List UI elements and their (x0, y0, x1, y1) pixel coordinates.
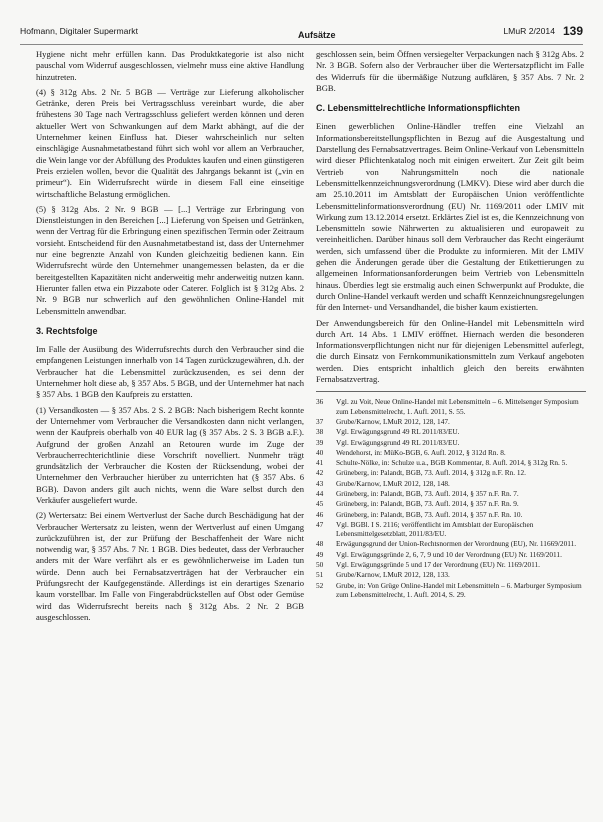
footnote-text: Vgl. Erwägungsgrund 49 RL 2011/83/EU. (336, 427, 460, 437)
footnote-text: Grüneberg, in: Palandt, BGB, 73. Aufl. 2014, § 357 n.F. Rn. 7. (336, 488, 519, 498)
footnote-number: 43 (316, 478, 324, 488)
footnote (316, 510, 584, 519)
footnote-number: 36 (316, 397, 324, 407)
footnote (316, 520, 584, 539)
paragraph: Einen gewerblichen Online-Händler treffen eine Vielzahl an Informationsbereitstellungspflichten in Bezug auf die Ausgestaltung und Darstellung des Fernabsatzvertrages. Beim Online-Verkauf von Lebensmitteln wird dieser Pflichtenkatalog noch mit einigen erweitert. Zur Zeit gilt beim Vertrieb von Nahrungsmitteln noch die nationale Lebensmittelkennzeichnungsverordnung (LMKV). Diese wird aber durch die am 25.10.2011 im Amtsblatt der Europäischen Union veröffentlichte Lebensmittelinformationsverordnung (EU) Nr. 1169/2011 oder LMIV mit Wirkung zum 13.12.2014 ersetzt. Erklärtes Ziel ist es, die Kennzeichnung von Lebensmitteln sowie Nährwerten zu aktualisieren und europaweit zu vereinheitlichen. Darüber hinaus soll dem Verbraucher das Recht eingeräumt werden, sich umfassend über die Produkte zu informieren. Mit der LMIV gehen die Änderungen gerade über die Gestaltung der Etikettierungen zu allgemeinen Informationsanforderungen beim Vertrieb von Lebensmitteln hinaus. Überdies legt sie erstmalig auch einen Schwerpunkt auf Produkte, die durch Online-Handel verkauft werden und schafft Kennzeichnungsregelungen für den Internet- und Versandhandel, die bisher kaum existierten. (316, 121, 584, 313)
footnote-text: Vgl. Erwägungsgründe 5 und 17 der Verordnung (EU) Nr. 1169/2011. (336, 560, 541, 570)
section-heading: 3. Rechtsfolge (36, 325, 98, 336)
footnote-text: Wendehorst, in: MüKo-BGB, 6. Aufl. 2012, § 312d Rn. 8. (336, 447, 506, 457)
footnote-number: 39 (316, 437, 324, 447)
footnote (316, 489, 584, 498)
footnote-number: 37 (316, 416, 324, 426)
footnote (316, 397, 584, 416)
paragraph: Hygiene nicht mehr erfüllen kann. Das Produktkategorie ist also nicht pauschal vom Widerruf ausgeschlossen, vielmehr muss eine aktive Handlung hinzutreten. (36, 49, 304, 82)
footnote-text: Grube/Karnow, LMuR 2012, 128, 147. (336, 416, 450, 426)
footnote-number: 51 (316, 570, 324, 580)
footnote (316, 550, 584, 559)
footnote-number: 52 (316, 580, 324, 590)
footnote-number: 40 (316, 447, 324, 457)
footnote-text: Erwägungsgrund der Union-Rechtsnormen der Verordnung (EU), Nr. 11669/2011. (336, 539, 577, 549)
footnote (316, 438, 584, 447)
footnote-text: Grube/Karnow, LMuR 2012, 128, 133. (336, 570, 450, 580)
header-section: Aufsätze (298, 30, 336, 40)
footnote-number: 50 (316, 560, 324, 570)
footnote (316, 468, 584, 477)
footnote-separator (316, 391, 586, 392)
footnote-number: 49 (316, 549, 324, 559)
footnote (316, 560, 584, 569)
paragraph: (5) § 312g Abs. 2 Nr. 9 BGB — [...] Verträge zur Erbringung von Dienstleistungen in den Bereichen [...] Lieferung von Speisen und Getränken, wenn der Vertrag für die Erbringung einen spezifischen Termin oder Zeitraum vorsieht. Entscheidend für den Ausnahmetatbestand ist, dass der Unternehmer nur eine begrenzte Anzahl von Kunden gleichzeitig bedienen kann. Ein Widerrufsrecht würde den Unternehmer unangemessen belasten, da er die bereitgestellten Kapazitäten nicht anderweitig mehr anderweitig nutzen kann. Hierunter fallen etwa ein Pizzabote oder Caterer. Folglich ist § 312g Abs. 2 Nr. 9 BGB nur schwerlich auf den gewöhnlichen Online-Handel mit Lebensmitteln anwendbar. (36, 203, 304, 316)
footnote-list (316, 397, 584, 599)
footnote-number: 44 (316, 488, 324, 498)
header-journal: LMuR 2/2014 (503, 26, 555, 36)
footnote-text: Schulte-Nölke, in: Schulze u.a., BGB Kommentar, 8. Aufl. 2014, § 312g Rn. 5. (336, 458, 568, 468)
header-page-number: 139 (562, 24, 583, 38)
footnote-number: 38 (316, 427, 324, 437)
paragraph: Im Falle der Ausübung des Widerrufsrechts durch den Verbraucher sind die empfangenen Leistungen innerhalb von 14 Tagen zurückzugewähren, d.h. der Verbraucher hat die Lebensmittel zurückzusenden, es sei denn der Unternehmer holt diese ab, § 357 Abs. 5 BGB, und der Unternehmer hat nach § 357 Abs. 1 BGB den Kaufpreis zu erstatten. (36, 344, 304, 400)
footnote (316, 448, 584, 457)
footnote-text: Grüneberg, in: Palandt, BGB, 73. Aufl. 2014, § 357 n.F. Rn. 9. (336, 499, 519, 509)
footnote-text: Grube/Karnow, LMuR 2012, 128, 148. (336, 478, 450, 488)
footnote (316, 427, 584, 436)
footnote-text: Grüneberg, in: Palandt, BGB, 73. Aufl. 2014, § 312g n.F. Rn. 12. (336, 468, 527, 478)
right-column (316, 49, 584, 600)
footnote-text: Grüneberg, in: Palandt, BGB, 73. Aufl. 2014, § 357 n.F. Rn. 10. (336, 509, 523, 519)
paragraph: geschlossen sein, beim Öffnen versiegelter Verpackungen nach § 312g Abs. 2 Nr. 3 BGB. Sofern also der Verbraucher über die Wertersatzpflicht im Falle des Widerrufs für die übermäßige Nutzung aufklären, § 357 Abs. 7 Nr. 2 BGB. (316, 49, 584, 93)
header-rule (20, 44, 583, 45)
footnote (316, 581, 584, 600)
footnote (316, 417, 584, 426)
footnote (316, 458, 584, 467)
footnote-text: Grube, in: Von Grüge Online-Handel mit Lebensmitteln – 6. Marburger Symposium zum Lebensmittelrecht, 1. Aufl. 2014, S. 29. (336, 580, 582, 599)
footnote-number: 48 (316, 539, 324, 549)
footnote-number: 42 (316, 468, 324, 478)
footnote (316, 499, 584, 508)
section-heading: C. Lebensmittelrechtliche Informationspflichten (316, 103, 521, 114)
page-header (20, 26, 583, 40)
footnote-number: 46 (316, 509, 324, 519)
header-author-title: Hofmann, Digitaler Supermarkt (20, 26, 138, 36)
footnote-number: 45 (316, 499, 324, 509)
footnote-text: Vgl. Erwägungsgrund 49 RL 2011/83/EU. (336, 437, 460, 447)
footnote-text: Vgl. zu Voit, Neue Online-Handel mit Lebensmitteln – 6. Mittelsenger Symposium zum Lebensmittelrecht, 1. Aufl. 2011, S. 55. (336, 397, 579, 416)
footnote-text: Vgl. Erwägungsgründe 2, 6, 7, 9 und 10 der Verordnung (EU) Nr. 1169/2011. (336, 549, 562, 559)
footnote (316, 539, 584, 548)
left-column (36, 49, 304, 627)
footnote-number: 47 (316, 519, 324, 529)
paragraph: (4) § 312g Abs. 2 Nr. 5 BGB — Verträge zur Lieferung alkoholischer Getränke, deren Preis bei Vertragsschluss vereinbart wurde, die aber frühestens 30 Tage nach Vertragsschluss geliefert werden können und deren aktueller Wert von Schwankungen auf dem Markt abhängt, auf die der Unternehmer keinen Einfluss hat. Dieser wahrscheinlich nur selten einschlägige Ausnahmetatbestand führt sich wohl vor allem an Verbraucher, die Wein lange vor der Abfüllung des Produktes kaufen und einen günstigeren Preis erzielen wollen, bevor die Qualität des Jahrgangs bekannt ist („vin en primeur“). Ein Widerrufsrecht würde in diesem Fall eine einseitige wirtschaftliche Belastung ermöglichen. (36, 86, 304, 199)
footnote (316, 570, 584, 579)
footnote-number: 41 (316, 458, 324, 468)
footnote-text: Vgl. BGBl. I S. 2116; veröffentlicht im Amtsblatt der Europäischen Lebensmittelgesetzblatt, 2011/83/EU. (336, 519, 534, 539)
paragraph: (2) Wertersatz: Bei einem Wertverlust der Sache durch Beschädigung hat der Verbraucher Wertersatz zu leisten, wenn der Wertverlust auf einen Umgang zurückzuführen ist, der zur Prüfung der Beschaffenheit der Ware nicht notwendig war, § 357 Abs. 7 Nr. 1 BGB. Dies bedeutet, dass der Verbraucher anders mit der Ware verfährt als er es gewöhnlicherweise im Laden tun würde. Denn auch bei Fernabsatzverträgen hat der Verbraucher ein Prüfungsrecht der Kaufgegenstände. Allerdings ist ein derartiges Szenario kaum vorstellbar. Im Falle von Fingerabdrückstellen auf Obst oder Gemüse wird das Widerrufsrecht bereits nach § 312g Abs. 2 Nr. 2 BGB ausgeschlossen. (36, 510, 304, 622)
paragraph: (1) Versandkosten — § 357 Abs. 2 S. 2 BGB: Nach bisherigem Recht konnte der Unternehmer vom Verbraucher die Versandkosten dann nicht verlangen, wenn der Kaufpreis oberhalb von 40 EUR lag (§ 357 Abs. 2 S. 3 BGB a.F.). Aufgrund der großen Anzahl an Retouren wurde im Zuge der Verbraucherrechterichtlinie diese Vorschrift novelliert. Nunmehr trägt grundsätzlich der Verbraucher die Kosten der Rücksendung, wobei der Unternehmer den Verbraucher hierüber zu unterrichten hat (§ 357 Abs. 6 BGB). Davon anders gilt auch nichts, wenn die Ware selbst durch den Verkäufer ausgeliefert wurde. (36, 404, 304, 505)
paragraph: Der Anwendungsbereich für den Online-Handel mit Lebensmitteln wird durch Art. 14 Abs. 1 LMIV eröffnet. Hiernach werden die besonderen Informationsverpflichtungen nicht nur für diejenigen Lebensmittel auferlegt, die durch Einsatz von Fernkommunikationsmitteln zum Verkauf angeboten werden. Dies entspricht inhaltlich gleich den bereits erwähnten Fernabsatzvertrag. (316, 317, 584, 385)
footnote (316, 479, 584, 488)
